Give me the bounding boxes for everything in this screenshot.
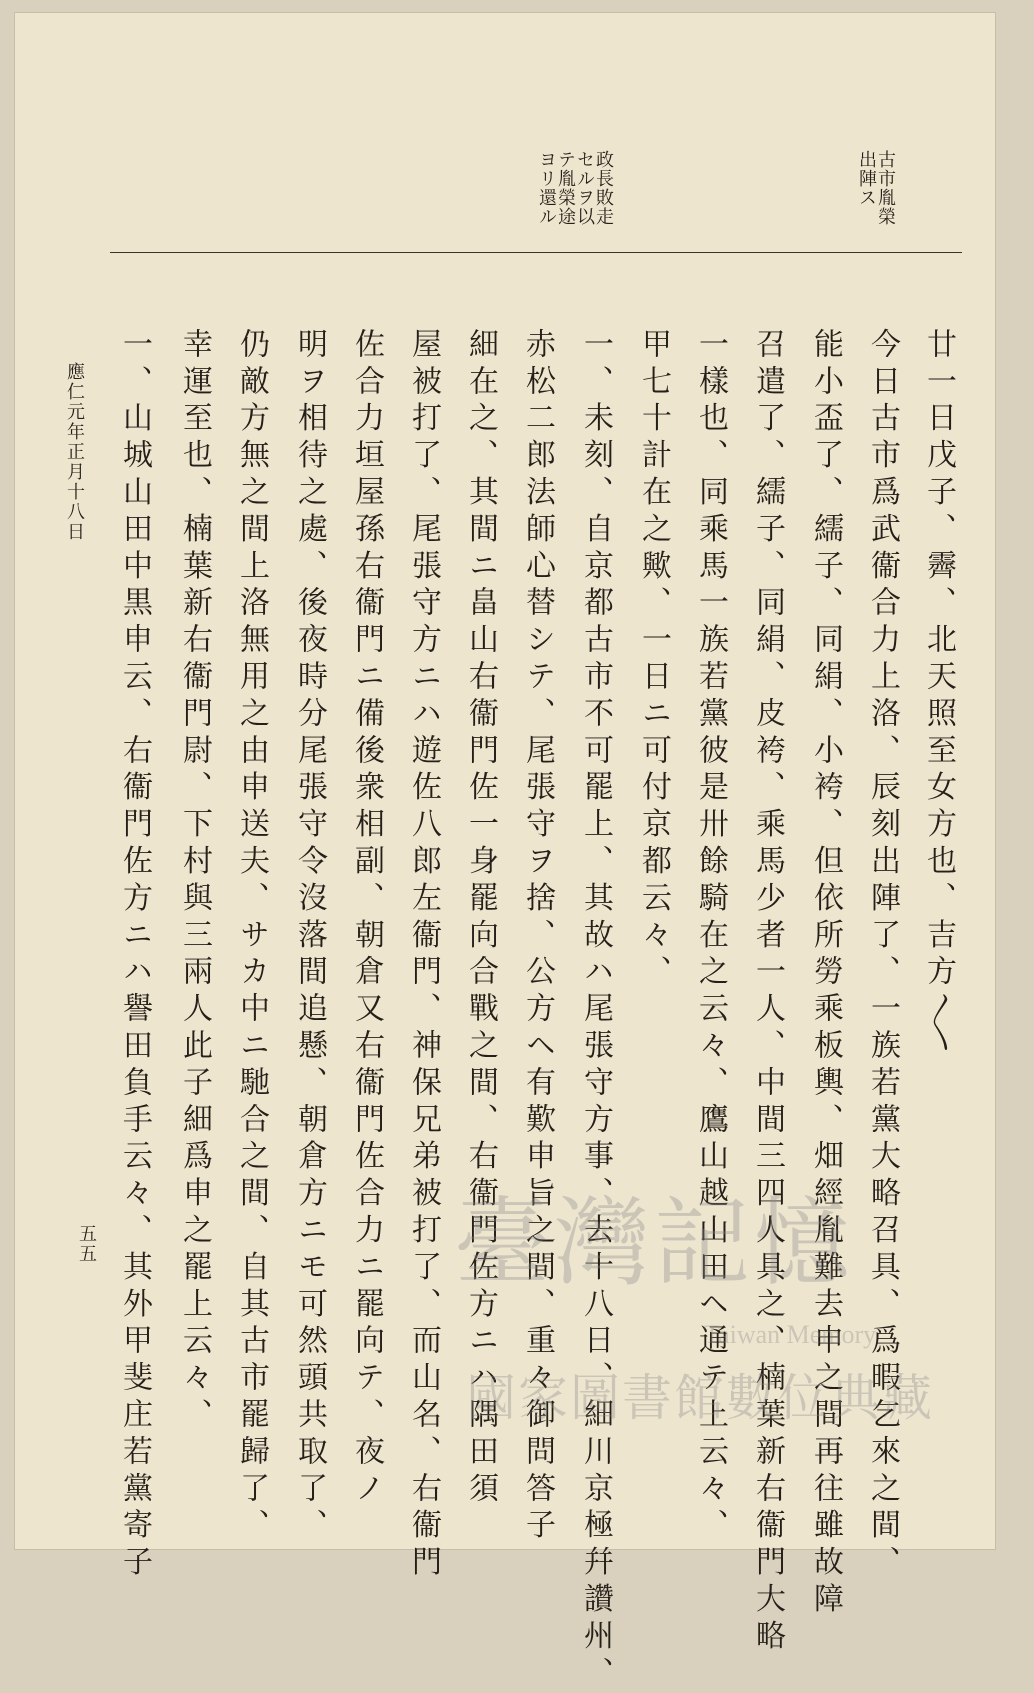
text-column: 召遣了、繻子、同絹、皮袴、乘馬少者一人、中間三四人具之、楠葉新右衞門大略 — [750, 328, 785, 1657]
marginal-note: 出陣ス — [856, 150, 877, 207]
text-column: 幸運至也、楠葉新右衞門尉、下村與三兩人此子細爲申之罷上云々、 — [177, 328, 212, 1435]
running-date: 應仁元年正月十八日 — [64, 362, 85, 542]
text-column: 赤松二郎法師心替シテ、尾張守ヲ捨、公方ヘ有歎申旨之間、重々御問答子 — [520, 328, 555, 1546]
text-column: 甲七十計在之歟、一日ニ可付京都云々、 — [636, 328, 671, 993]
text-column: 屋被打了、尾張守方ニハ遊佐八郎左衞門、神保兄弟被打了、而山名、右衞門 — [406, 328, 441, 1583]
text-column: 明ヲ相待之處、後夜時分尾張守令沒落間追懸、朝倉方ニモ可然頭共取了、 — [292, 328, 327, 1546]
document-page — [14, 12, 996, 1693]
text-column: 細在之、其間ニ畠山右衞門佐一身罷向合戰之間、右衞門佐方ニハ隅田須 — [463, 328, 498, 1509]
marginal-note: テ胤榮途 — [555, 150, 576, 226]
text-column: 一、山城山田中黒申云、右衞門佐方ニハ譽田負手云々、其外甲斐庄若黨寄子 — [117, 328, 152, 1583]
text-column: 一樣也、同乘馬一族若黨彼是卅餘騎在之云々、鷹山越山田ヘ通テ上云々、 — [693, 328, 728, 1546]
text-column: 一、未刻、自京都古市不可罷上、其故ハ尾張守方事、去十八日、細川京極幷讚州、 — [578, 328, 613, 1693]
watermark-sub: 國家圖書館數位典藏 — [466, 1369, 934, 1427]
text-column: 仍敵方無之間上洛無用之由申送夫、サカ中ニ馳合之間、自其古市罷歸了、 — [234, 328, 269, 1546]
text-column: 佐合力垣屋孫右衞門ニ備後衆相副、朝倉又右衞門佐合力ニ罷向テ、夜ノ — [349, 328, 384, 1509]
marginal-note: 古市胤榮 — [875, 150, 896, 226]
text-column: 今日古市爲武衞合力上洛、辰刻出陣了、一族若黨大略召具、爲暇乞來之間、 — [865, 328, 900, 1583]
text-column: 能小盃了、繻子、同絹、小袴、但依所勞乘板輿、畑經胤難去申之間再往雖故障 — [808, 328, 843, 1620]
watermark-main: 臺灣記憶 — [454, 1187, 854, 1299]
marginal-note: セルヲ以 — [574, 150, 595, 226]
marginal-note: 政長敗走 — [593, 150, 614, 226]
page-number: 五五 — [76, 1224, 97, 1264]
text-column: 廿一日戊子、霽、北天照至女方也、吉方〳〵 — [921, 328, 956, 1060]
marginal-note: ヨリ還ル — [536, 150, 557, 226]
header-rule — [110, 252, 962, 253]
watermark-english: Taiwan Memory — [704, 1320, 877, 1349]
watermark — [454, 1188, 974, 1438]
